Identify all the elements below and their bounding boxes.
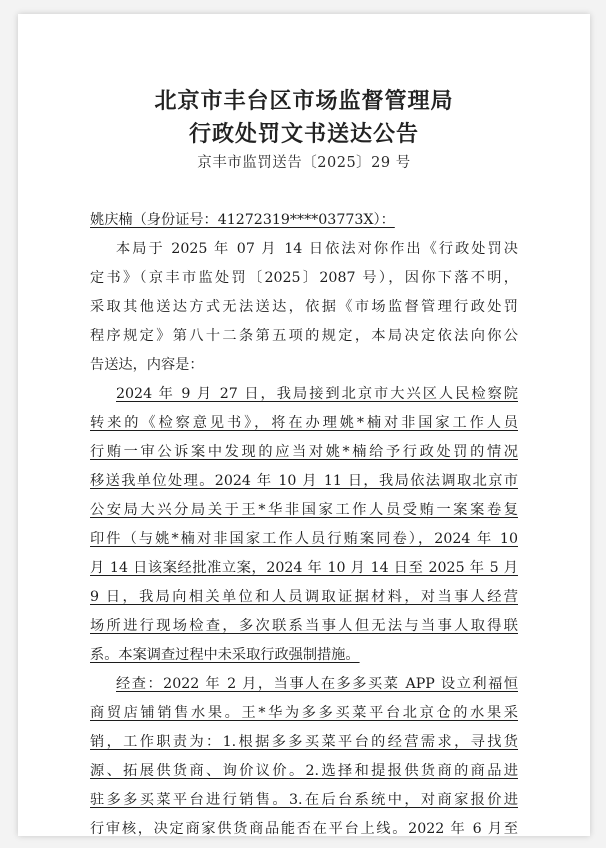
body-line: 印件（与姚*楠对非国家工作人员行贿案同卷），2024 年 10	[90, 531, 518, 547]
body-line: 驻多多买菜平台进行销售。3.在后台系统中，对商家报价进	[90, 792, 518, 808]
body-line: 9 日，我局向相关单位和人员调取证据材料，对当事人经营	[90, 589, 518, 605]
body-line: 源、拓展供货商、询价议价。2.选择和提报供货商的商品进	[90, 763, 518, 779]
document-number: 京丰市监罚送告〔2025〕29 号	[197, 155, 411, 171]
body-line: 销，工作职责为：1.根据多多买菜平台的经营需求，寻找货	[90, 734, 518, 750]
body-line: 本局于 2025 年 07 月 14 日依法对你作出《行政处罚决	[116, 241, 518, 257]
body-line: 行审核，决定商家供货商品能否在平台上线。2022 年 6 月至	[90, 821, 518, 836]
body-line: 商贸店铺销售水果。王*华为多多买菜平台北京仓的水果采	[90, 705, 518, 721]
body-line: 2024 年 9 月 27 日，我局接到北京市大兴区人民检察院	[116, 386, 518, 402]
document-body	[90, 206, 518, 836]
body-line: 月 14 日该案经批准立案，2024 年 10 月 14 日至 2025 年 5 月	[90, 560, 518, 576]
body-line: 公安局大兴分局关于王*华非国家工作人员受贿一案案卷复	[90, 502, 518, 518]
body-line: 经查：2022 年 2 月，当事人在多多买菜 APP 设立利福恒	[116, 676, 518, 692]
document-page	[18, 14, 590, 836]
document-title-line2: 行政处罚文书送达公告	[188, 122, 419, 147]
body-line: 移送我单位处理。2024 年 10 月 11 日，我局依法调取北京市	[90, 473, 518, 489]
addressee-line: 姚庆楠（身份证号：41272319****03773X）：	[90, 212, 395, 228]
body-line: 程序规定》第八十二条第五项的规定，本局决定依法向你公	[90, 328, 518, 344]
body-line: 转来的《检察意见书》，将在办理姚*楠对非国家工作人员	[90, 415, 518, 431]
body-line: 告送达，内容是：	[90, 357, 204, 373]
body-line: 场所进行现场检查，多次联系当事人但无法与当事人取得联	[90, 618, 518, 634]
body-line: 系。本案调查过程中未采取行政强制措施。	[90, 647, 360, 663]
document-title-line1: 北京市丰台区市场监督管理局	[154, 89, 454, 114]
body-line: 行贿一审公诉案中发现的应当对姚*楠给予行政处罚的情况	[90, 444, 518, 460]
body-line: 采取其他送达方式无法送达，依据《市场监督管理行政处罚	[90, 299, 518, 315]
body-line: 定书》（京丰市监处罚〔2025〕2087 号），因你下落不明，	[90, 270, 518, 286]
